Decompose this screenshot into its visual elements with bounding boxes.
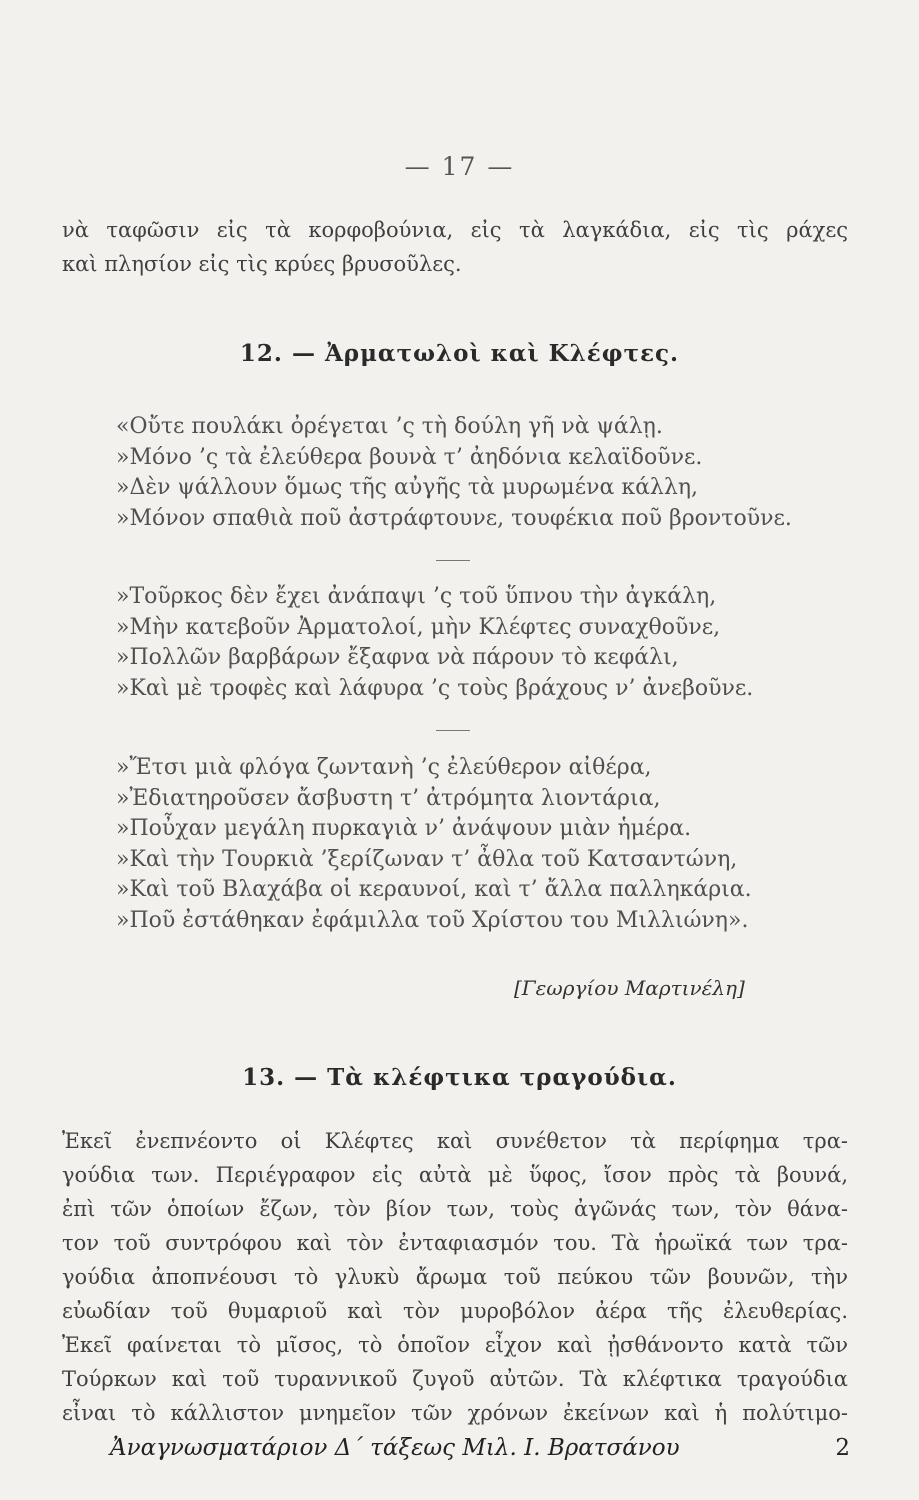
text-line: Τούρκων καὶ τοῦ τυραννικοῦ ζυγοῦ αὐτῶν. Τὰ κλέφτικα τραγούδια [62, 1367, 848, 1391]
verse-line: »Ἐδιατηροῦσεν ἄσβυστη τ’ ἀτρόμητα λιοντάρια, [116, 785, 661, 811]
verse-line: »Μόνο ’ς τὰ ἐλεύθερα βουνὰ τ’ ἀηδόνια κελαϊδοῦνε. [116, 444, 703, 470]
section-13-paragraph [62, 1124, 848, 1430]
verse-line: »Πολλῶν βαρβάρων ἔξαφνα νὰ πάρουν τὸ κεφάλι, [116, 645, 679, 670]
verse-line: »Καὶ τὴν Τουρκιὰ ’ξερίζωναν τ’ ἆθλα τοῦ Κατσαντώνη, [116, 846, 738, 872]
page-number: — 17 — [404, 152, 515, 181]
verse-line: »Τοῦρκος δὲν ἔχει ἀνάπαψι ’ς τοῦ ὕπνου τὴν ἀγκάλη, [116, 584, 717, 609]
verse-line: »Δὲν ψάλλουν ὅμως τῆς αὐγῆς τὰ μυρωμένα κάλλη, [116, 475, 698, 500]
section-12-heading: 12. — Ἀρματωλοὶ καὶ Κλέφτες. [239, 340, 680, 367]
book-title: Ἀναγνωσματάριον Δ´ τάξεως Μιλ. Ι. Βρατσάνου [110, 1435, 680, 1461]
section-13-heading: 13. — Τὰ κλέφτικα τραγούδια. [242, 1064, 677, 1091]
verse-line: »Ποὖχαν μεγάλη πυρκαγιὰ ν’ ἀνάψουν μιὰν ἡμέρα. [116, 816, 692, 841]
verse-line: »Μὴν κατεβοῦν Ἀρματολοί, μὴν Κλέφτες συναχθοῦνε, [116, 614, 721, 640]
text-line: νὰ ταφῶσιν εἰς τὰ κορφοβούνια, εἰς τὰ λαγκάδια, εἰς τὶς ράχες [62, 218, 848, 242]
text-line: τον τοῦ συντρόφου καὶ τὸν ἐνταφιασμόν του. Τὰ ἡρωϊκά των τρα- [62, 1231, 848, 1255]
verse-line: »Καὶ τοῦ Βλαχάβα οἱ κεραυνοί, καὶ τ’ ἄλλα παλληκάρια. [116, 877, 752, 902]
stanza-divider [436, 560, 470, 561]
text-line: γούδια των. Περιέγραφον εἰς αὐτὰ μὲ ὕφος, ἴσον πρὸς τὰ βουνά, [62, 1163, 848, 1187]
text-line: ἐπὶ τῶν ὁποίων ἔζων, τὸν βίον των, τοὺς ἀγῶνάς των, τὸν θάνα- [62, 1197, 848, 1221]
verse-line: »Μόνον σπαθιὰ ποῦ ἀστράφτουνε, τουφέκια ποῦ βροντοῦνε. [116, 505, 792, 531]
text-line: Ἐκεῖ φαίνεται τὸ μῖσος, τὸ ὁποῖον εἶχον καὶ ᾐσθάνοντο κατὰ τῶν [62, 1333, 848, 1357]
poem-author: [Γεωργίου Μαρτινέλη] [514, 976, 745, 1000]
verse-line: »Ἔτσι μιὰ φλόγα ζωντανὴ ’ς ἐλεύθερον αἰθέρα, [116, 755, 652, 780]
stanza-divider [436, 730, 470, 731]
poem-stanza-2 [116, 582, 856, 704]
poem-stanza-3 [116, 753, 856, 936]
poem-stanza-1 [116, 412, 856, 534]
verse-line: »Ποῦ ἐστάθηκαν ἐφάμιλλα τοῦ Χρίστου του Μιλλιώνη». [116, 907, 749, 933]
text-line: εὐωδίαν τοῦ θυμαριοῦ καὶ τὸν μυροβόλον ἀέρα τῆς ἐλευθερίας. [62, 1299, 848, 1323]
intro-paragraph [62, 213, 848, 281]
signature-mark: 2 [835, 1435, 850, 1461]
verse-line: »Καὶ μὲ τροφὲς καὶ λάφυρα ’ς τοὺς βράχους ν’ ἀνεβοῦνε. [116, 675, 754, 701]
text-line: εἶναι τὸ κάλλιστον μνημεῖον τῶν χρόνων ἐκείνων καὶ ἡ πολύτιμο- [62, 1401, 848, 1425]
text-line: Ἐκεῖ ἐνεπνέοντο οἱ Κλέφτες καὶ συνέθετον τὰ περίφημα τρα- [62, 1129, 848, 1153]
text-line: γούδια ἀποπνέουσι τὸ γλυκὺ ἄρωμα τοῦ πεύκου τῶν βουνῶν, τὴν [62, 1265, 848, 1289]
verse-line: «Οὔτε πουλάκι ὀρέγεται ’ς τὴ δούλη γῆ νὰ ψάλῃ. [116, 414, 663, 439]
text-line: καὶ πλησίον εἰς τὶς κρύες βρυσοῦλες. [62, 252, 462, 276]
